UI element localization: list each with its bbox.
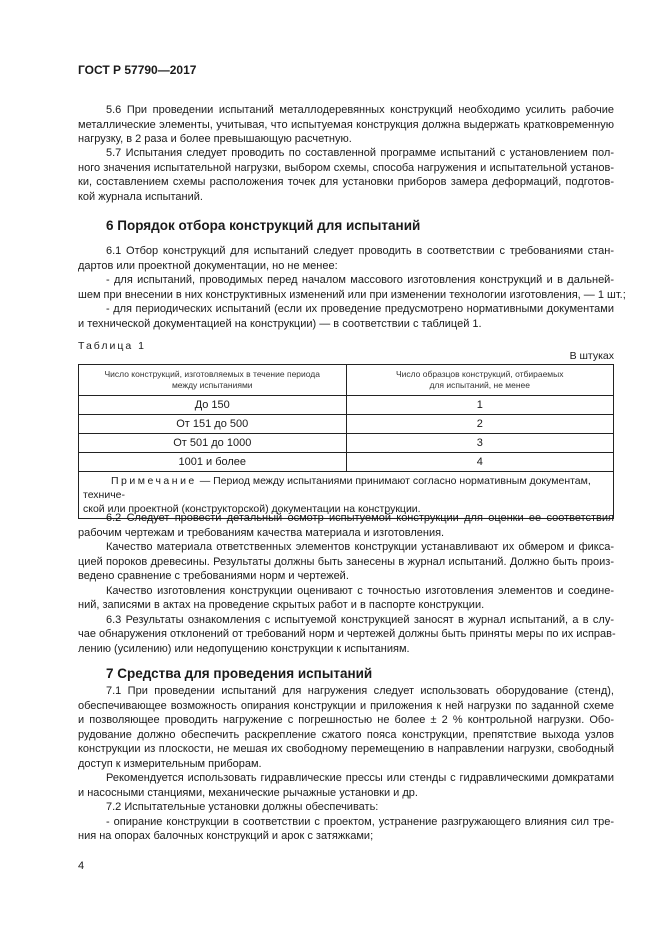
text-line: ки, составлением схемы расположения точек для установки приборов замера деформаций, подготов- — [78, 176, 614, 188]
section-7-heading: 7 Средства для проведения испытаний — [106, 666, 373, 681]
table-row — [79, 415, 614, 434]
document-id-header: ГОСТ Р 57790—2017 — [78, 63, 197, 77]
table-units: В штуках — [569, 350, 614, 362]
text-line: - для испытаний, проводимых перед началом массового изготовления конструкций и в дальней- — [106, 274, 614, 286]
text-line: ведено сравнение с требованиями норм и чертежей. — [78, 570, 349, 582]
text-line: ний, записями в актах на проведение скрытых работ и в паспорте конструкции. — [78, 599, 485, 611]
text-line: 6.1 Отбор конструкций для испытаний следует проводить в соответствии с требованиями стан- — [106, 245, 614, 257]
sampling-table — [78, 364, 614, 519]
paragraph-5-7 — [78, 146, 614, 204]
table-cell: 1 — [346, 396, 614, 415]
table-cell: До 150 — [79, 396, 347, 415]
text-line: 5.6 При проведении испытаний металлодеревянных конструкций необходимо усилить рабочие — [106, 104, 614, 116]
note-label: Примечание — [111, 475, 197, 487]
table-cell: 1001 и более — [79, 453, 347, 472]
text-line: ния на опорах балочных конструкций и арок с затяжками; — [78, 830, 374, 842]
text-line: 5.7 Испытания следует проводить по составленной программе испытаний с установлением пол- — [106, 147, 614, 159]
text-line: Качество изготовления конструкции оценивают с точностью изготовления элементов и соедине- — [106, 584, 614, 597]
page-number: 4 — [78, 860, 85, 872]
text-line: Рекомендуется использовать гидравлические прессы или стенды с гидравлическими домкратами — [106, 772, 614, 784]
text-line: металлические элементы, учитывая, что испытуемая конструкция должна выдержать кратковременную — [78, 118, 614, 131]
text-line: дартов или проектной документации, но не менее: — [78, 259, 338, 272]
paragraph-7-2 — [78, 800, 614, 815]
text-line: кой журнала испытаний. — [78, 190, 203, 203]
text-line: и насосными станциями, механические рычажные установки и др. — [78, 786, 418, 799]
table-cell: 2 — [346, 415, 614, 434]
table-cell: От 501 до 1000 — [79, 434, 347, 453]
table-cell: От 151 до 500 — [79, 415, 347, 434]
table-cell: 4 — [346, 453, 614, 472]
text-line: рабочим чертежам и требованиям качества материала и изготовления. — [78, 526, 445, 539]
list-item-support — [78, 815, 614, 844]
text-line: нагрузку, в 2 раза и более превышающую расчетную. — [78, 133, 352, 145]
text-line: и технической документацией на конструкции) — в соответствии с таблицей 1. — [78, 317, 482, 330]
text-line: 6.2 Следует провести детальный осмотр испытуемой конструкции для оценки ее соответствия — [106, 512, 614, 524]
table-header: Число образцов конструкций, отбираемых для испытаний, не менее — [346, 365, 614, 396]
paragraph-5-6 — [78, 103, 614, 147]
table-row — [79, 434, 614, 453]
text-line: обеспечивающее возможность опирания конструкции и приложения к ней нагрузки по заданной схеме — [78, 699, 614, 712]
text-line: - для периодических испытаний (если их проведение предусмотрено нормативными документами — [106, 303, 614, 315]
text-line: 6.3 Результаты ознакомления с испытуемой конструкцией заносят в журнал испытаний, а в слу- — [106, 613, 614, 626]
text-line: ного значения испытательной нагрузки, выбором схемы, способа нагружения и испытательной установ- — [78, 161, 614, 174]
text-line: - опирание конструкции в соответствии с проектом, устранение разгружающего влияния сил тре- — [106, 815, 614, 828]
text-line: чае обнаружения отклонений от требований норм и чертежей должны быть приняты меры по их исправ- — [78, 628, 616, 640]
text-line: Качество материала ответственных элементов конструкции устанавливают их обмером и фикса- — [106, 541, 614, 553]
paragraph-6-1 — [78, 244, 626, 331]
text-line: шем при внесении в них конструктивных изменений или при изменении технологии изготовления, — 1 шт.; — [78, 288, 626, 301]
text-line: доступ к измерительным приборам. — [78, 757, 262, 770]
note-text: — Период между испытаниями принимают согласно нормативным документам, техниче- ской или проектной (конструкторской) документации на конструкции. — [83, 475, 591, 515]
paragraph-6-3 — [78, 613, 614, 657]
text-line: лению (усилению) или недопущению конструкции к испытаниям. — [78, 642, 410, 655]
table-row — [79, 453, 614, 472]
paragraph-material-quality — [78, 540, 614, 584]
text-line: и позволяющее проводить нагружение с погрешностью не более ± 2 % контрольной нагрузки. Обо- — [78, 714, 614, 726]
paragraph-6-2 — [78, 511, 614, 540]
section-6-heading: 6 Порядок отбора конструкций для испытаний — [106, 218, 421, 233]
paragraph-recommendation — [78, 771, 614, 800]
text-line: конструкции из плоскости, не мешая их свободному перемещению в направлении нагрузки, свободный — [78, 743, 614, 755]
paragraph-7-1 — [78, 684, 614, 771]
paragraph-manufacturing-quality — [78, 584, 614, 613]
text-line: цией пороков древесины. Результаты должны быть занесены в журнал испытаний. Должно быть произ- — [78, 555, 614, 568]
table-row — [79, 396, 614, 415]
table-cell: 3 — [346, 434, 614, 453]
table-header: Число конструкций, изготовляемых в течение периода между испытаниями — [79, 365, 347, 396]
text-line: 7.1 При проведении испытаний для нагружения следует использовать оборудование (стенд), — [106, 685, 614, 697]
table-caption: Таблица 1 — [78, 340, 146, 352]
text-line: рудование должно обеспечить раскрепление сжатого пояса конструкции, препятствие выхода узлов — [78, 728, 614, 741]
text-line: 7.2 Испытательные установки должны обеспечивать: — [106, 801, 379, 813]
